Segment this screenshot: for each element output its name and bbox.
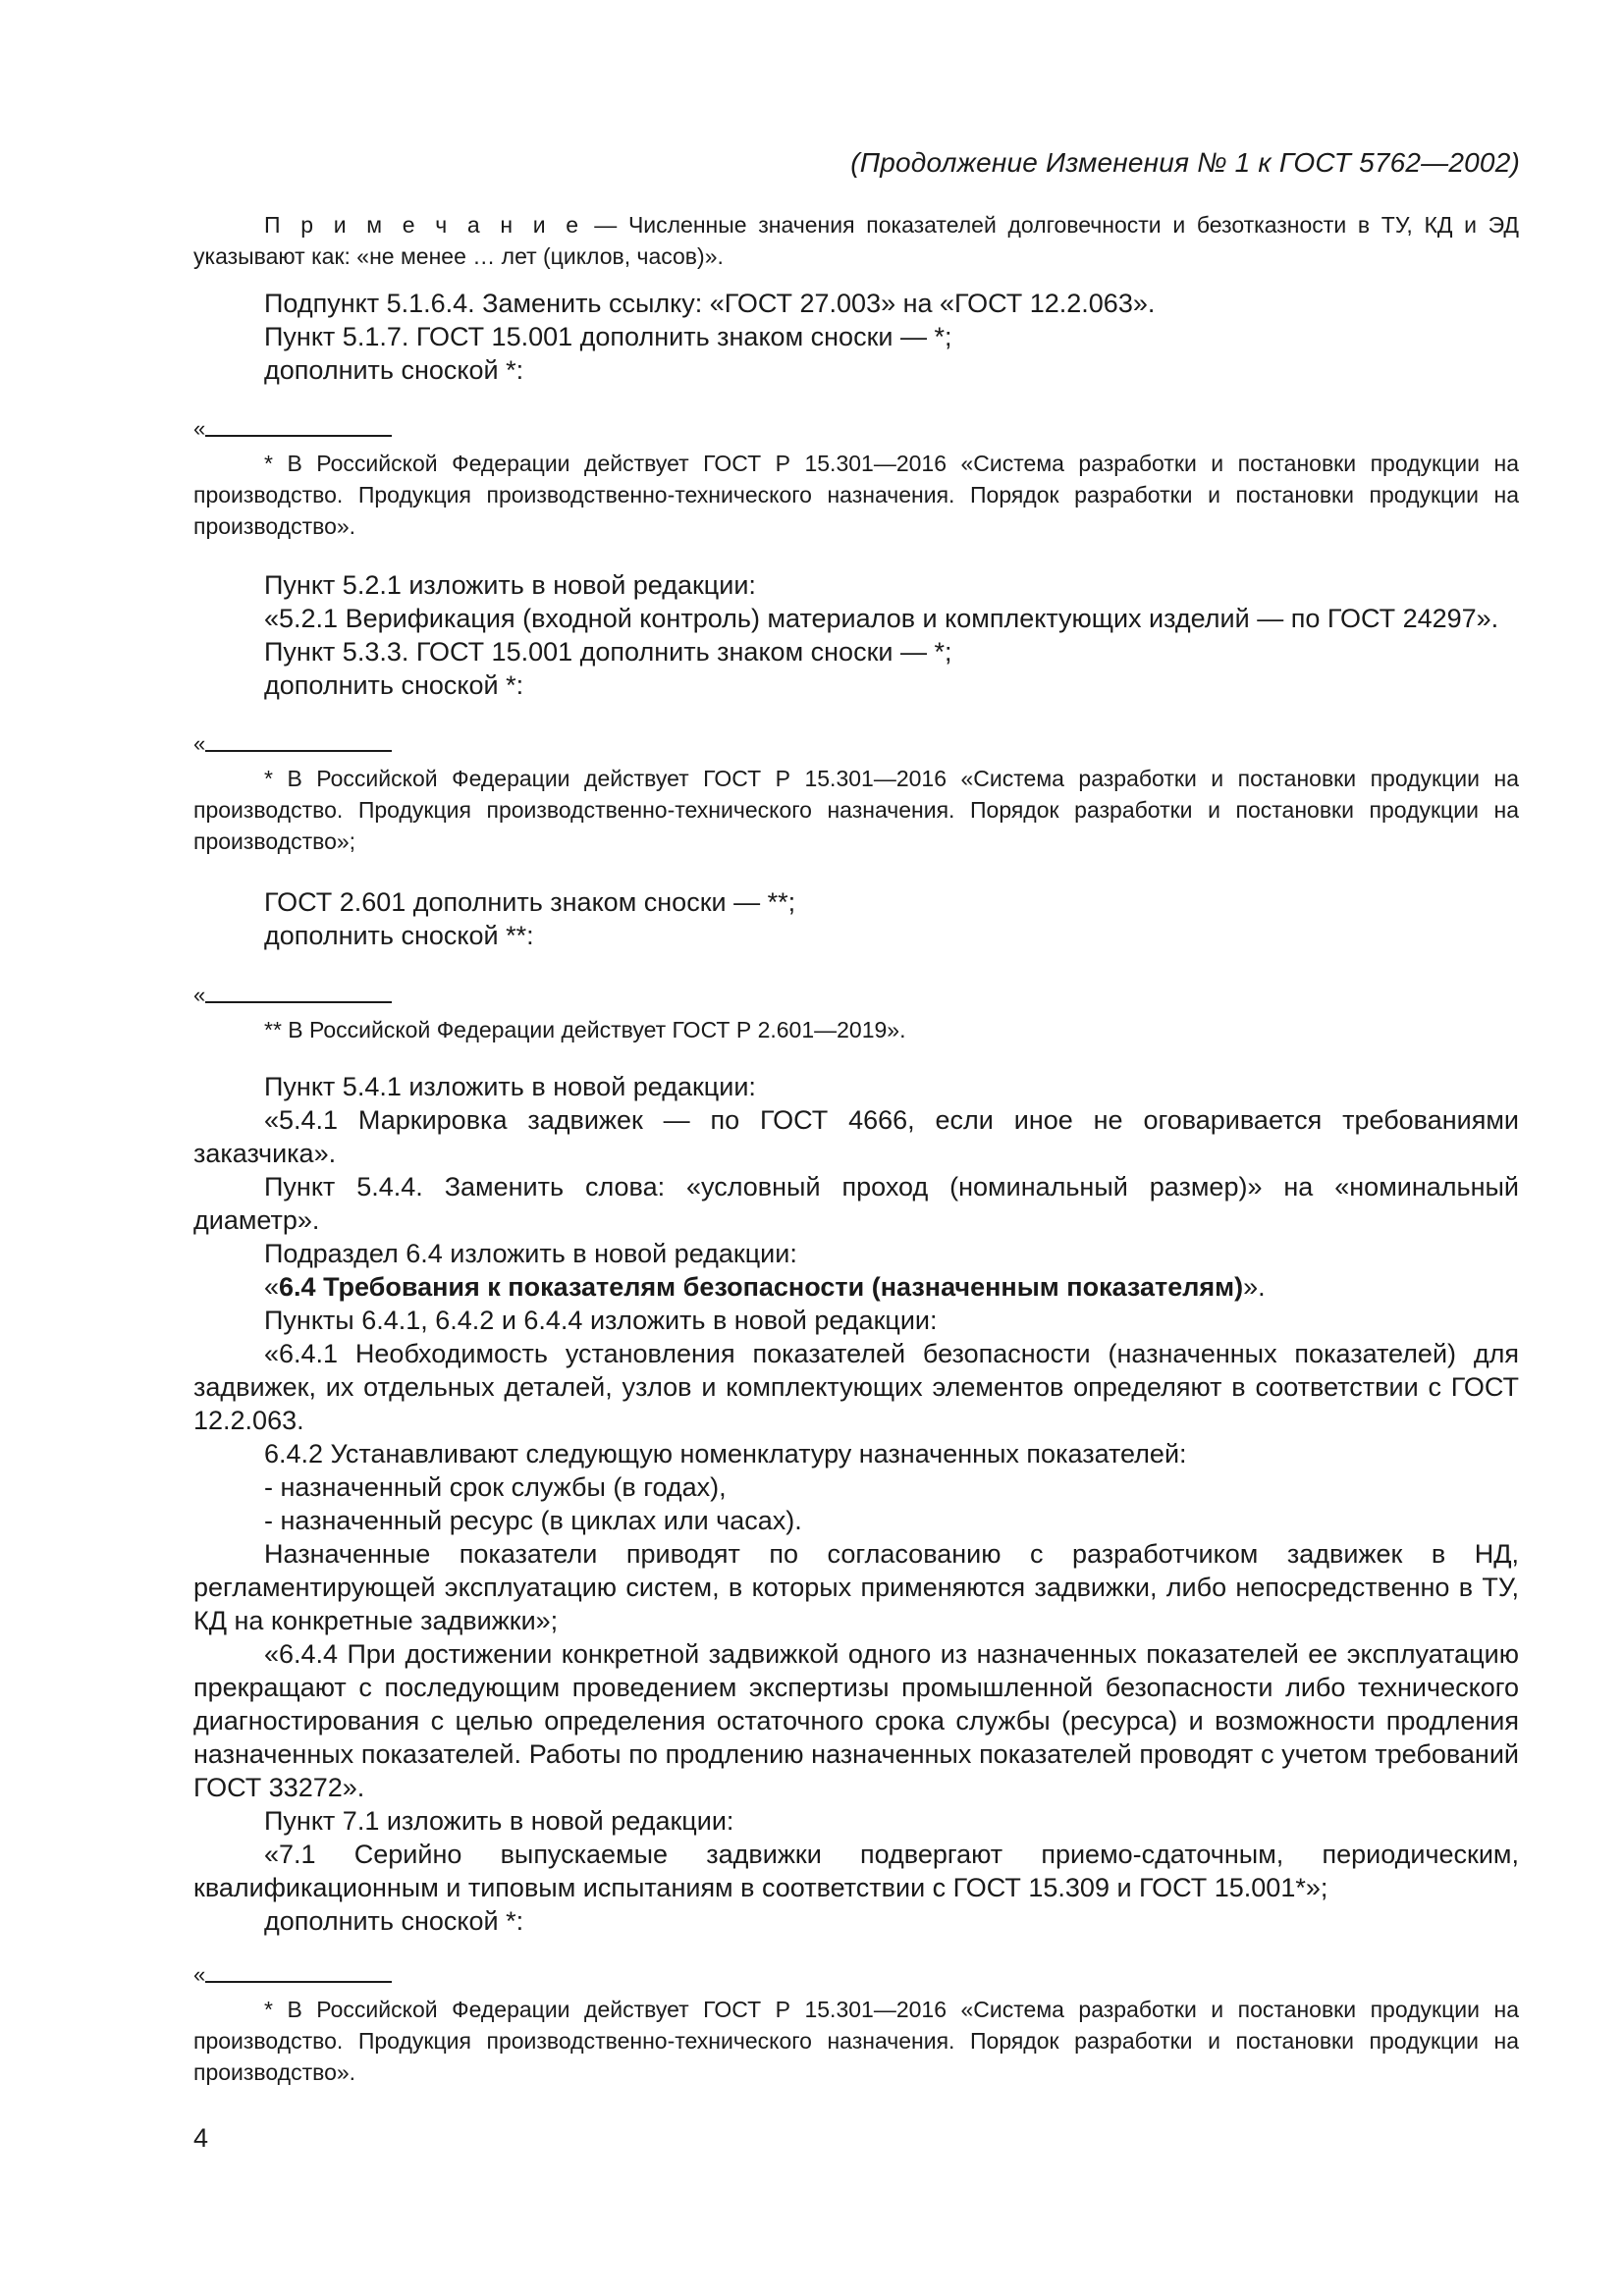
footnote-block-4 bbox=[193, 1962, 1519, 2088]
paragraph: Назначенные показатели приводят по согласованию с разработчиком задвижек в НД, регламентирующей эксплуатацию систем, в которых применяются задвижки, либо непосредственно в ТУ, КД на конкретные задвижки»; bbox=[193, 1539, 1519, 1635]
page-header: (Продолжение Изменения № 1 к ГОСТ 5762—2002) bbox=[850, 147, 1520, 178]
paragraph: дополнить сноской *: bbox=[264, 670, 524, 700]
note-text: — Численные значения показателей долговечности и безотказности в ТУ, КД и ЭД указывают как: «не менее … лет (циклов, часов)». bbox=[193, 212, 1519, 269]
paragraph: «5.2.1 Верификация (входной контроль) материалов и комплектующих изделий — по ГОСТ 24297». bbox=[264, 604, 1499, 633]
footnote-text: * В Российской Федерации действует ГОСТ Р 15.301—2016 «Система разработки и постановки продукции на производство. Продукция производственно-технического назначения. Порядок разработки и постановки продукции на производство». bbox=[193, 1997, 1519, 2085]
paragraph: Подраздел 6.4 изложить в новой редакции: bbox=[264, 1239, 797, 1268]
paragraph: «6.4.1 Необходимость установления показателей безопасности (назначенных показателей) для задвижек, их отдельных деталей, узлов и комплектующих элементов определяют в соответствии с ГОСТ 12.2.063. bbox=[193, 1339, 1519, 1435]
paragraph: «5.4.1 Маркировка задвижек — по ГОСТ 4666, если иное не оговаривается требованиями заказчика». bbox=[193, 1105, 1519, 1168]
block-4 bbox=[193, 1070, 1519, 1938]
footnote-separator: « bbox=[193, 994, 1519, 1014]
section-title-paragraph: «6.4 Требования к показателям безопасности (назначенным показателям)». bbox=[264, 1272, 1266, 1302]
footnote-text: ** В Российской Федерации действует ГОСТ Р 2.601—2019». bbox=[264, 1017, 906, 1042]
list-item: - назначенный ресурс (в циклах или часах). bbox=[264, 1506, 802, 1535]
paragraph: ГОСТ 2.601 дополнить знаком сноски — **; bbox=[264, 887, 796, 917]
paragraph: Пункт 5.1.7. ГОСТ 15.001 дополнить знаком сноски — *; bbox=[264, 322, 952, 351]
paragraph: Пункты 6.4.1, 6.4.2 и 6.4.4 изложить в новой редакции: bbox=[264, 1306, 938, 1335]
list-item: - назначенный срок службы (в годах), bbox=[264, 1472, 727, 1502]
footnote-block-1 bbox=[193, 416, 1519, 542]
note-block bbox=[193, 209, 1519, 272]
footnote-block-2 bbox=[193, 731, 1519, 857]
footnote-text: * В Российской Федерации действует ГОСТ Р 15.301—2016 «Система разработки и постановки продукции на производство. Продукция производственно-технического назначения. Порядок разработки и постановки продукции на производство». bbox=[193, 451, 1519, 539]
paragraph: 6.4.2 Устанавливают следующую номенклатуру назначенных показателей: bbox=[264, 1439, 1187, 1468]
paragraph: Пункт 5.2.1 изложить в новой редакции: bbox=[264, 570, 756, 600]
paragraph: Пункт 7.1 изложить в новой редакции: bbox=[264, 1806, 734, 1836]
paragraph: дополнить сноской *: bbox=[264, 355, 524, 385]
paragraph: дополнить сноской **: bbox=[264, 921, 534, 950]
paragraph: дополнить сноской *: bbox=[264, 1906, 524, 1936]
footnote-separator: « bbox=[193, 1974, 1519, 1994]
page-number: 4 bbox=[193, 2123, 209, 2153]
paragraph: Пункт 5.3.3. ГОСТ 15.001 дополнить знаком сноски — *; bbox=[264, 637, 952, 667]
paragraph: «6.4.4 При достижении конкретной задвижкой одного из назначенных показателей ее эксплуатацию прекращают с последующим проведением экспертизы промышленной безопасности либо технического диагностирования с целью определения остаточного срока службы (ресурса) и возможности продления назначенных показателей. Работы по продлению назначенных показателей проводят с учетом требований ГОСТ 33272». bbox=[193, 1639, 1519, 1802]
block-2 bbox=[193, 568, 1519, 702]
footnote-text: * В Российской Федерации действует ГОСТ Р 15.301—2016 «Система разработки и постановки продукции на производство. Продукция производственно-технического назначения. Порядок разработки и постановки продукции на производство»; bbox=[193, 766, 1519, 854]
block-3 bbox=[193, 885, 1519, 952]
paragraph: Подпункт 5.1.6.4. Заменить ссылку: «ГОСТ 27.003» на «ГОСТ 12.2.063». bbox=[264, 289, 1156, 318]
block-1 bbox=[193, 287, 1519, 387]
footnote-block-3 bbox=[193, 983, 1519, 1045]
section-title: 6.4 Требования к показателям безопасности (назначенным показателям) bbox=[279, 1272, 1244, 1302]
paragraph: Пункт 5.4.1 изложить в новой редакции: bbox=[264, 1072, 756, 1101]
paragraph: «7.1 Серийно выпускаемые задвижки подвергают приемо-сдаточным, периодическим, квалификационным и типовым испытаниям в соответствии с ГОСТ 15.309 и ГОСТ 15.001*»; bbox=[193, 1840, 1519, 1902]
note-paragraph bbox=[193, 209, 1519, 272]
note-label: П р и м е ч а н и е bbox=[264, 212, 583, 238]
footnote-separator: « bbox=[193, 428, 1519, 448]
paragraph: Пункт 5.4.4. Заменить слова: «условный проход (номинальный размер)» на «номинальный диаметр». bbox=[193, 1172, 1519, 1235]
footnote-separator: « bbox=[193, 743, 1519, 763]
